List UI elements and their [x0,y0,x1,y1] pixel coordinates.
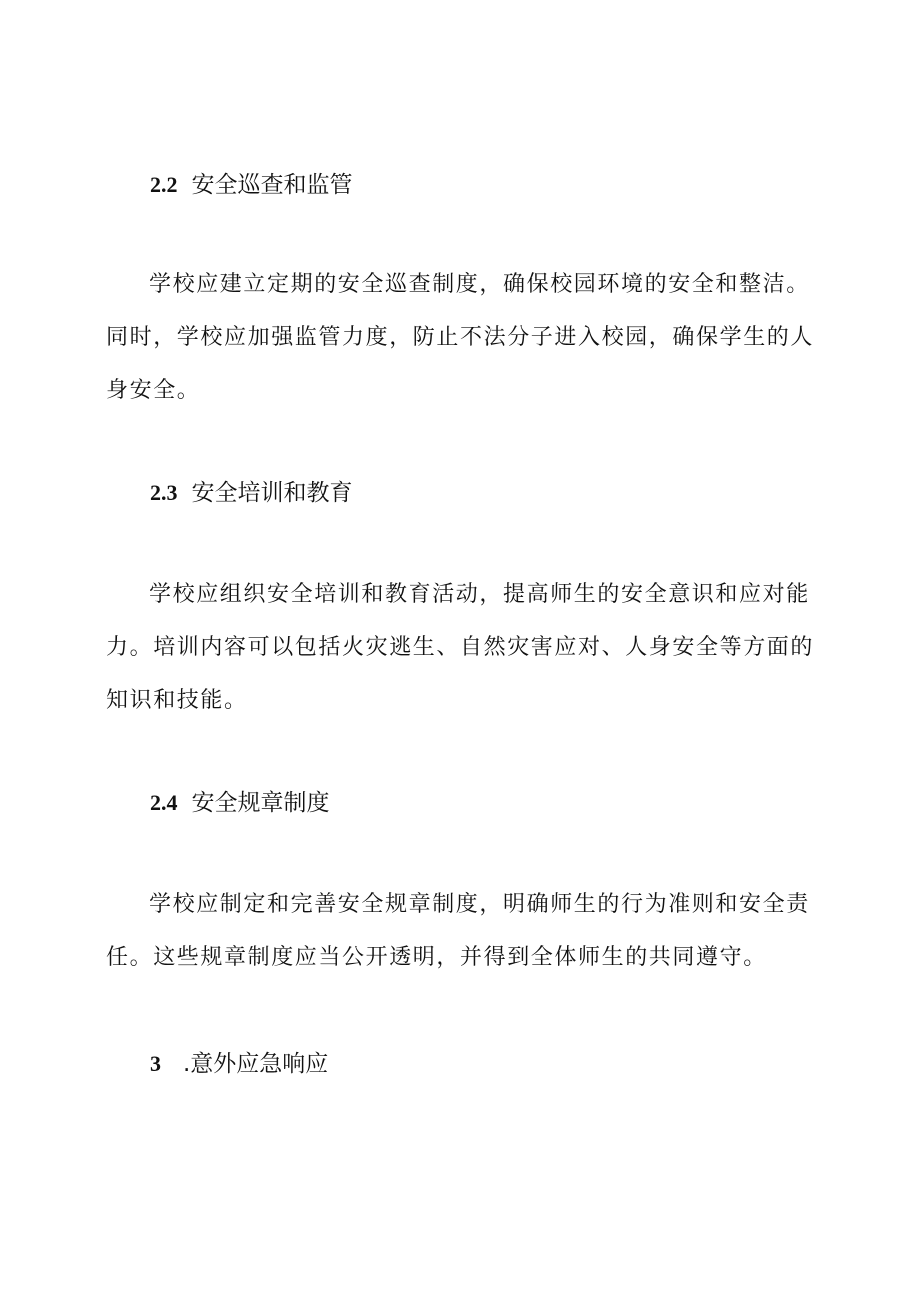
section-heading-2-2 [150,170,353,200]
section-title: 安全规章制度 [191,790,330,816]
section-heading-2-3 [150,478,353,508]
paragraph-line: 知识和技能。 [106,688,248,713]
section-number: 3 [150,1051,161,1076]
section-paragraph-2-3 [106,568,815,727]
paragraph-line: 身安全。 [106,378,201,403]
section-heading-3 [150,1049,328,1079]
paragraph-line: 同时，学校应加强监管力度，防止不法分子进入校园，确保学生的人 [106,325,815,350]
section-title: .意外应急响应 [183,1051,329,1077]
section-number: 2.2 [150,172,178,197]
paragraph-line: 学校应制定和完善安全规章制度，明确师生的行为准则和安全责 [149,892,810,917]
section-title: 安全培训和教育 [191,480,353,506]
section-number: 2.4 [150,790,178,815]
section-number: 2.3 [150,480,178,505]
section-heading-2-4 [150,788,330,818]
section-title: 安全巡查和监管 [191,172,353,198]
paragraph-line: 学校应建立定期的安全巡查制度，确保校园环境的安全和整洁。 [149,272,810,297]
paragraph-line: 力。培训内容可以包括火灾逃生、自然灾害应对、人身安全等方面的 [106,635,815,660]
section-paragraph-2-2 [106,258,815,417]
section-paragraph-2-4 [106,878,810,984]
paragraph-line: 任。这些规章制度应当公开透明，并得到全体师生的共同遵守。 [106,945,767,970]
paragraph-line: 学校应组织安全培训和教育活动，提高师生的安全意识和应对能 [149,582,810,607]
